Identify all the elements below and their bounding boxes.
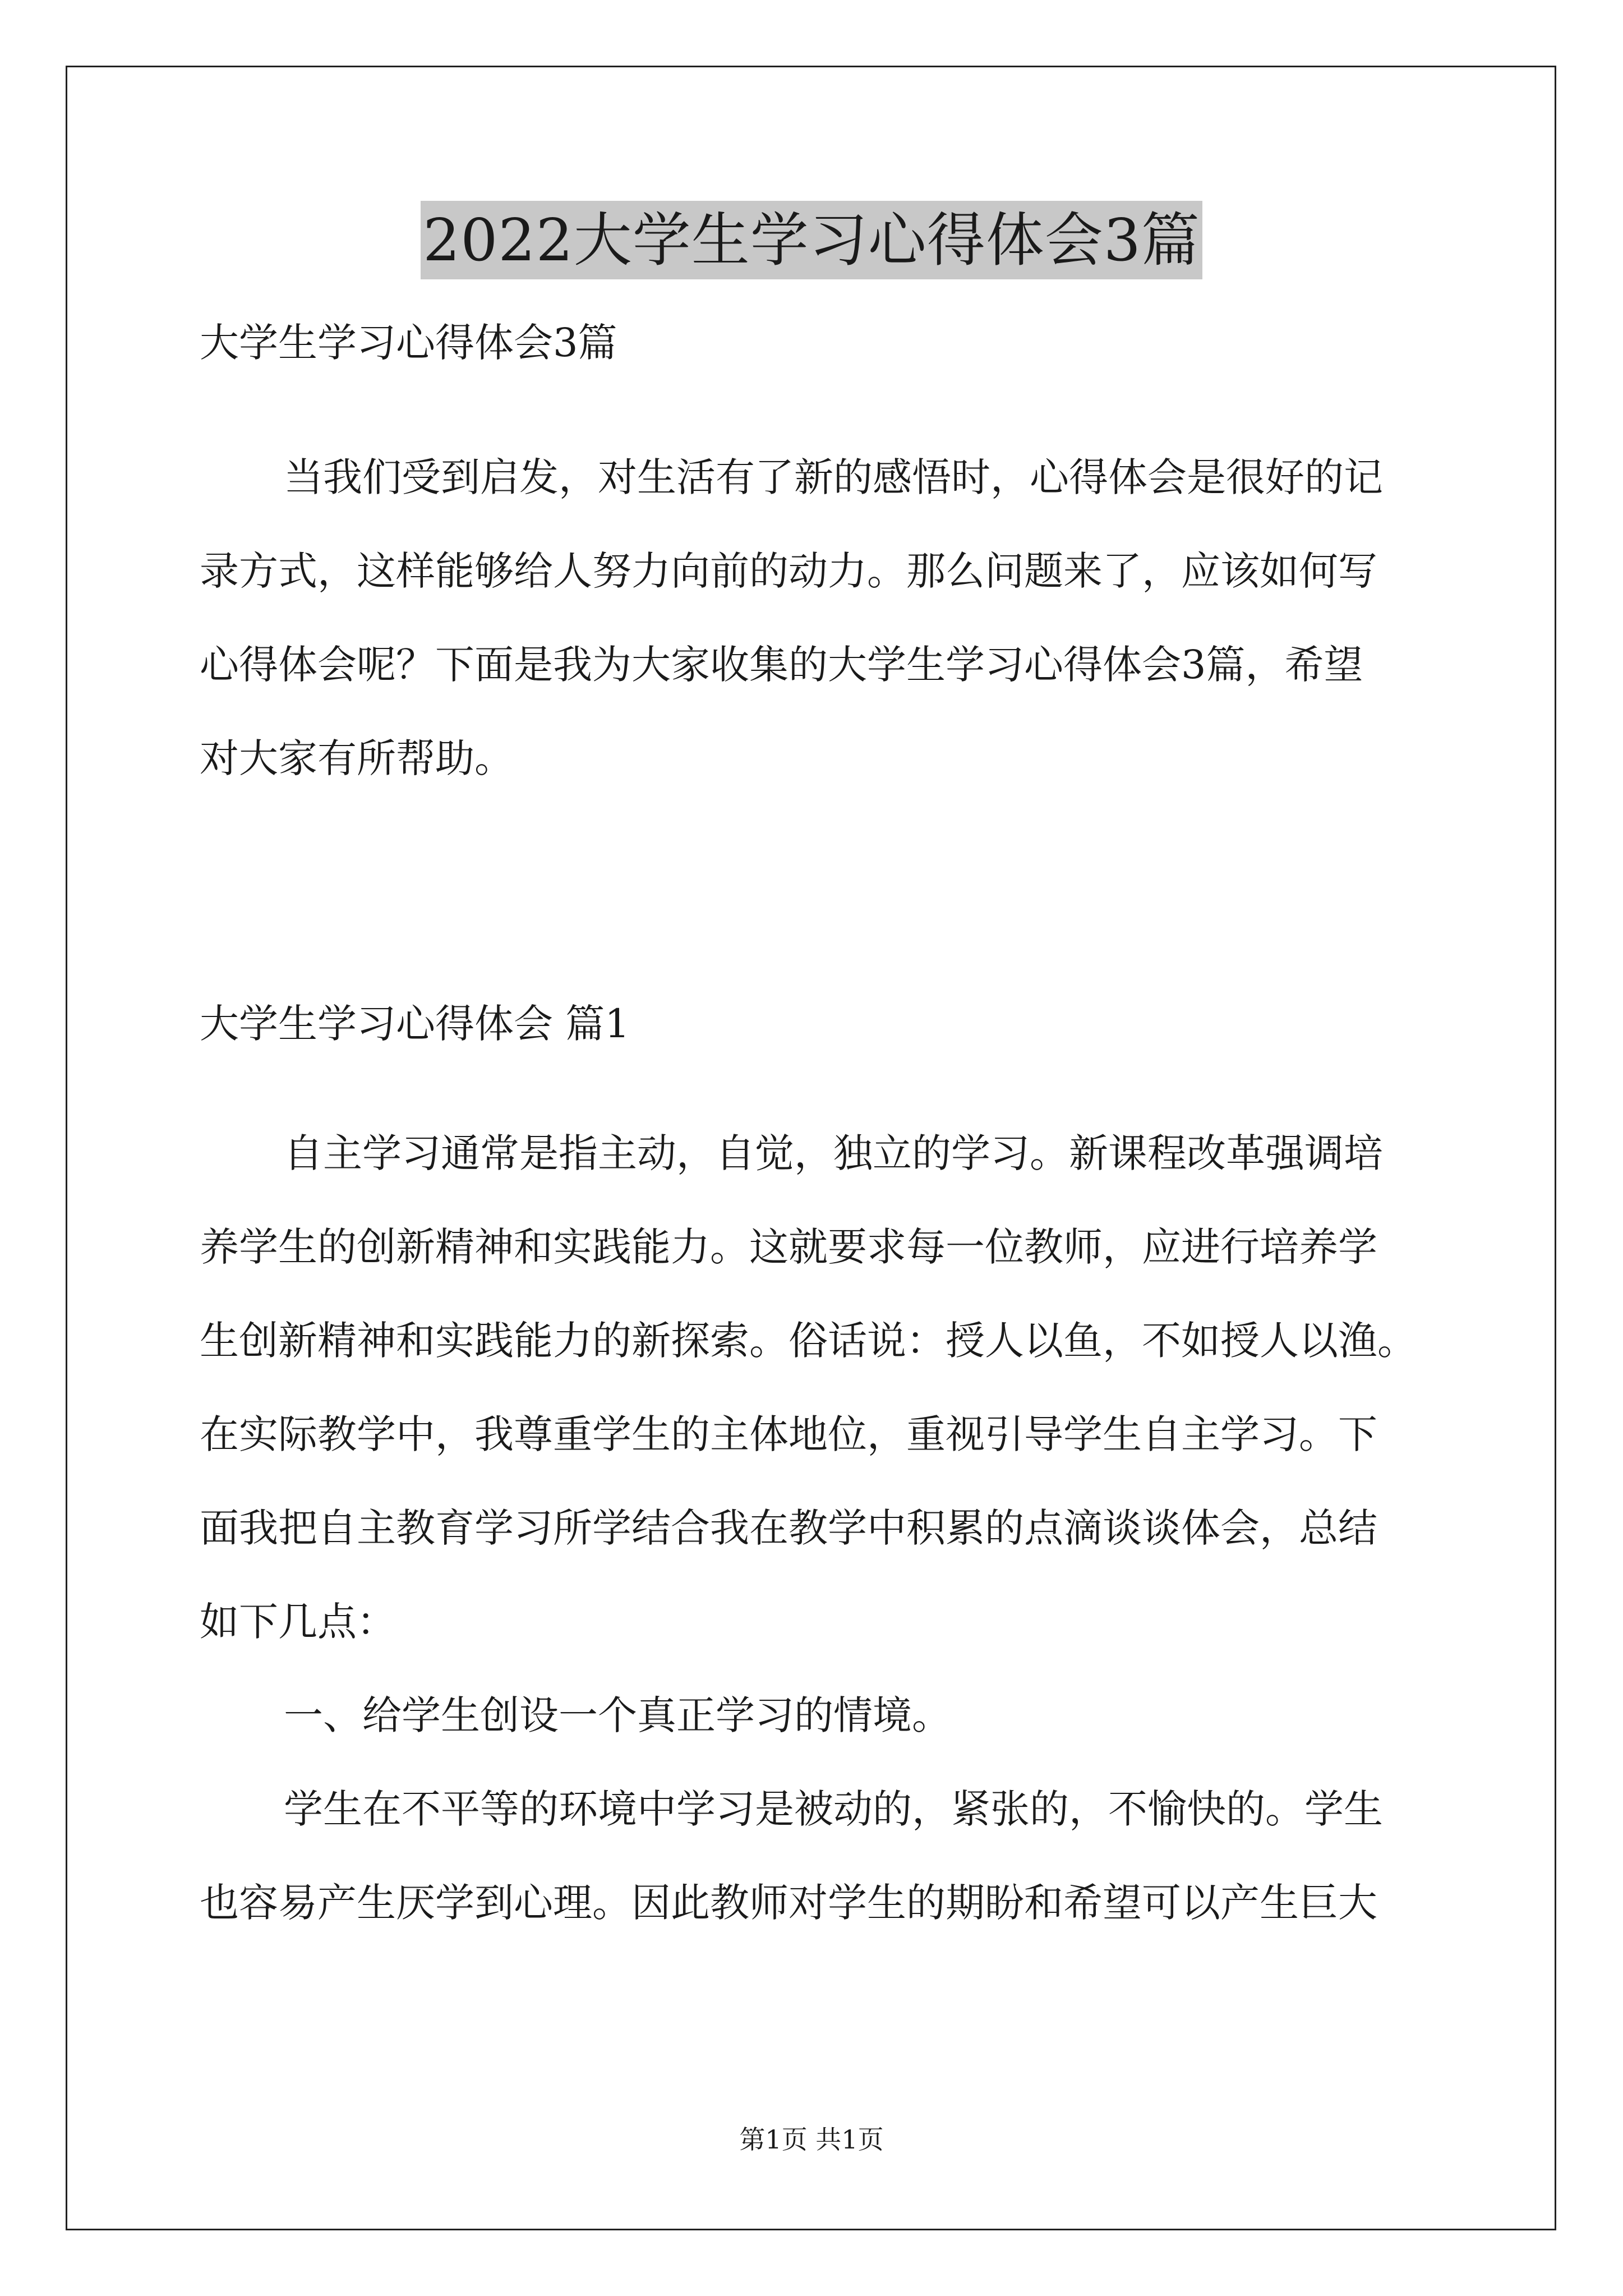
section-1-line: 养学生的创新精神和实践能力。这就要求每一位教师，应进行培养学 [200, 1224, 1377, 1270]
intro-line: 对大家有所帮助。 [200, 735, 514, 781]
point-1-line: 也容易产生厌学到心理。因此教师对学生的期盼和希望可以产生巨大 [200, 1880, 1377, 1926]
subtitle: 大学生学习心得体会3篇 [200, 320, 617, 366]
section-1-paragraph [200, 1107, 1433, 1950]
intro-line: 心得体会呢？下面是我为大家收集的大学生学习心得体会3篇，希望 [200, 642, 1363, 688]
section-1-line: 面我把自主教育学习所学结合我在教学中积累的点滴谈谈体会，总结 [200, 1505, 1377, 1551]
section-1-line: 在实际教学中，我尊重学生的主体地位，重视引导学生自主学习。下 [200, 1411, 1377, 1457]
section-1-line: 自主学习通常是指主动，自觉，独立的学习。新课程改革强调培 [284, 1130, 1383, 1176]
intro-paragraph [200, 431, 1433, 806]
point-1-heading: 一、给学生创设一个真正学习的情境。 [284, 1692, 951, 1738]
section-1-line: 生创新精神和实践能力的新探索。俗话说：授人以鱼，不如授人以渔。 [200, 1318, 1417, 1364]
intro-line: 录方式，这样能够给人努力向前的动力。那么问题来了，应该如何写 [200, 548, 1377, 594]
point-1-line: 学生在不平等的环境中学习是被动的，紧张的，不愉快的。学生 [284, 1786, 1383, 1832]
section-1-heading: 大学生学习心得体会 篇1 [200, 1001, 630, 1047]
page-footer: 第1页 共1页 [739, 2124, 884, 2155]
section-1-line: 如下几点： [200, 1599, 396, 1645]
document-title: 2022大学生学习心得体会3篇 [421, 201, 1202, 279]
intro-line: 当我们受到启发，对生活有了新的感悟时，心得体会是很好的记 [284, 454, 1383, 500]
title-wrap [0, 201, 1623, 279]
